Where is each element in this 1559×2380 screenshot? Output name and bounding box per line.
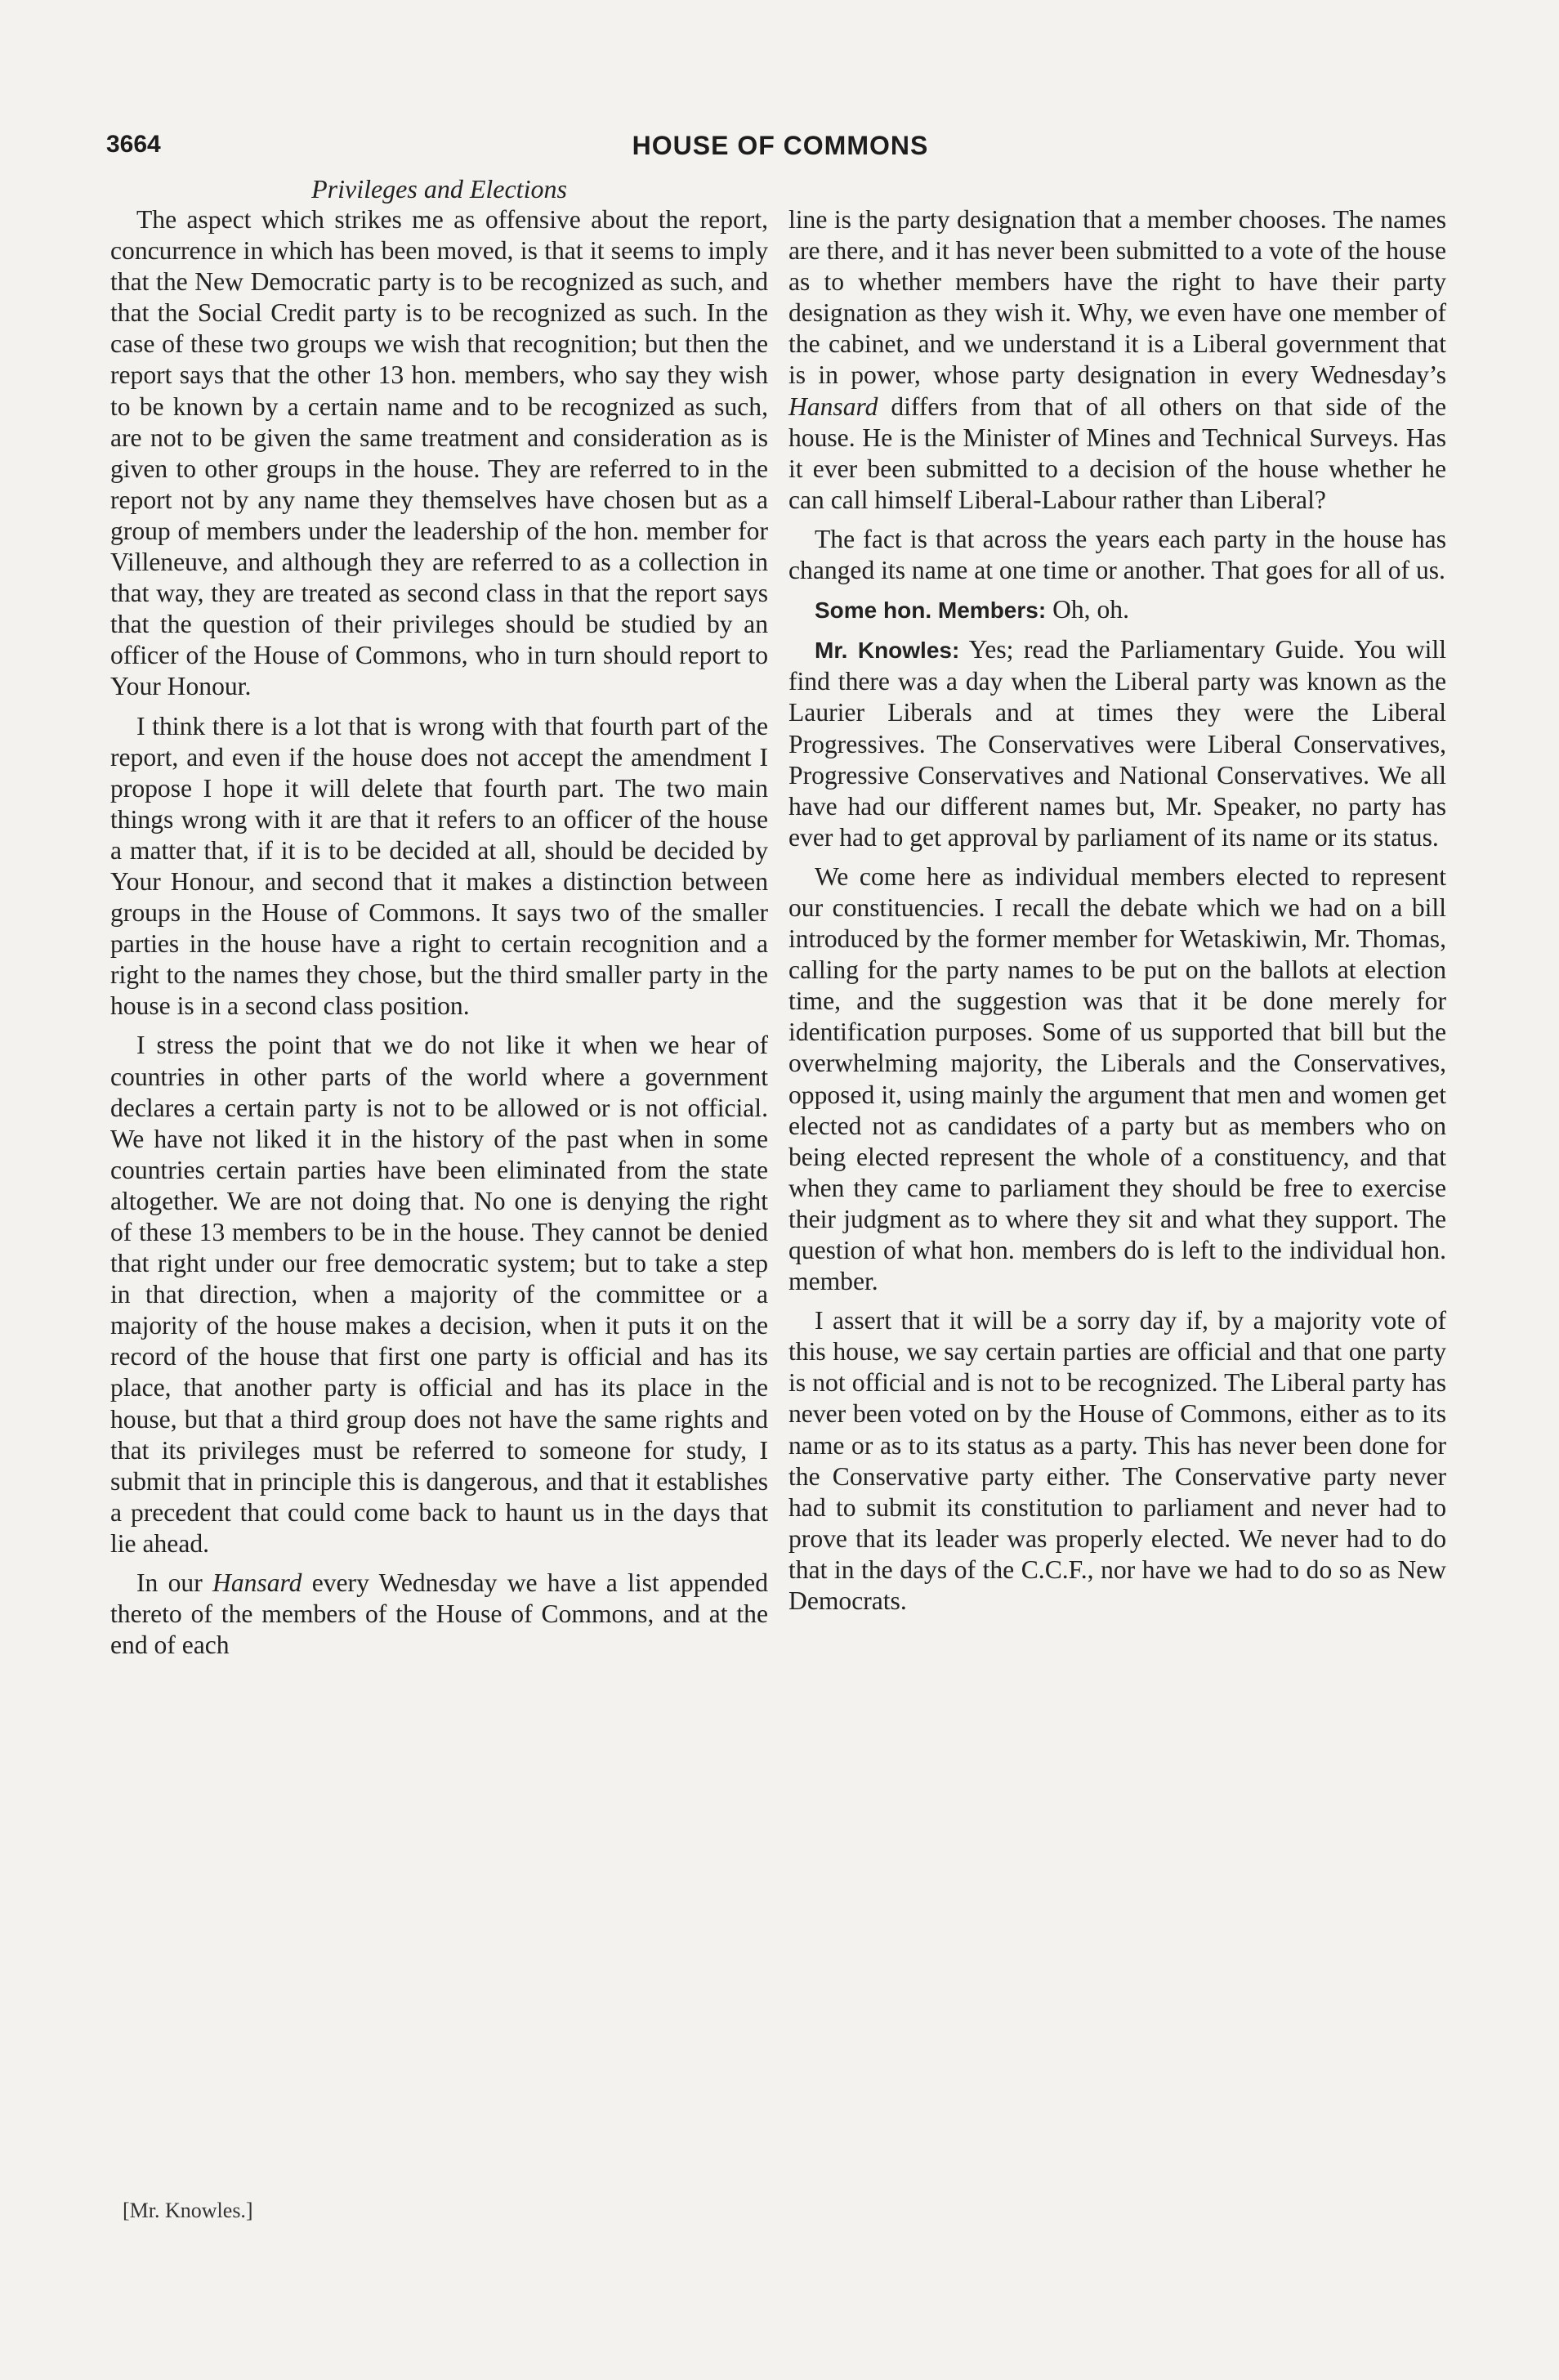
text-run: every Wednesday we have a list appended thereto of the members of the House of Commons, and at the end of each	[110, 1568, 768, 1660]
speech-text: Yes; read the Parliamentary Guide. You will find there was a day when the Liberal party was known as the Laurier Liberals and at times they were the Liberal Progressives. The Conservatives were Liberal Conservatives, Progressive Conservatives and National Conservatives. We all have had our different names but, Mr. Speaker, no party has ever had to get approval by parliament of its name or its status.	[788, 635, 1446, 852]
running-title: HOUSE OF COMMONS	[632, 131, 929, 160]
hansard-italic: Hansard	[788, 391, 878, 421]
paragraph: We come here as individual members elected to represent our constituencies. I recall the debate which we had on a bill introduced by the former member for Wetaskiwin, Mr. Thomas, calling for the party names to be put on the ballots at election time, and the suggestion was that it be done merely for identification purposes. Some of us supported that bill but the overwhelming majority, the Liberals and the Conservatives, opposed it, using mainly the argument that men and women get elected not as candidates of a party but as members who on being elected represent the whole of a constituency, and that when they came to parliament they should be free to exercise their judgment as to where they sit and what they support. The question of what hon. members do is left to the individual hon. member.	[788, 861, 1446, 1296]
text-run: line is the party designation that a member chooses. The names are there, and it has never been submitted to a vote of the house as to whether members have the right to have their party designation as they wish it. Why, we even have one member of the cabinet, and we understand it is a Liberal government that is in power, whose party designation in every Wednesday’s	[788, 205, 1446, 390]
paragraph	[788, 594, 1446, 626]
page-number: 3664	[106, 131, 161, 158]
text-run: In our	[136, 1568, 212, 1598]
paragraph: The aspect which strikes me as offensive about the report, concurrence in which has been moved, is that it seems to imply that the New Democratic party is to be recognized as such, and that the Social Credit party is to be recognized as such. In the case of these two groups we wish that recognition; but then the report says that the other 13 hon. members, who say they wish to be known by a certain name and to be recognized as such, are not to be given the same treatment and consideration as is given to other groups in the house. They are referred to in the report not by any name they themselves have chosen but as a group of members under the leadership of the hon. member for Villeneuve, and although they are referred to as a collection in that way, they are treated as second class in that the report says that the question of their privileges should be studied by an officer of the House of Commons, who in turn should report to Your Honour.	[110, 205, 768, 701]
left-column	[110, 173, 768, 1669]
paragraph: I assert that it will be a sorry day if, by a majority vote of this house, we say certain parties are official and that one party is not official and is not to be recognized. The Liberal party has never been voted on by the House of Commons, either as to its name or as to its status as a party. This has never been done for the Conservative party either. The Conservative party never had to submit its constitution to parliament and never had to prove that its leader was properly elected. We never had to do that in the days of the C.C.F., nor have we had to do so as New Democrats.	[788, 1306, 1446, 1616]
hansard-italic: Hansard	[212, 1568, 302, 1598]
speaker-name: Some hon. Members:	[815, 597, 1047, 624]
page-header	[106, 131, 1454, 172]
paragraph	[788, 634, 1446, 853]
paragraph: The fact is that across the years each party in the house has changed its name at one time or another. That goes for all of us.	[788, 524, 1446, 585]
page-footer: [Mr. Knowles.]	[123, 2199, 253, 2222]
speaker-name: Mr. Knowles:	[815, 638, 960, 664]
right-column	[788, 204, 1446, 1625]
speech-text: Oh, oh.	[1046, 595, 1129, 624]
section-heading: Privileges and Elections	[311, 174, 567, 204]
paragraph	[788, 204, 1446, 516]
paragraph: I think there is a lot that is wrong with that fourth part of the report, and even if the house does not accept the amendment I propose I hope it will delete that fourth part. The two main things wrong with it are that it refers to an officer of the house a matter that, if it is to be decided at all, should be decided by Your Honour, and second that it makes a distinction between groups in the House of Commons. It says two of the smaller parties in the house have a right to certain recognition and a right to the names they chose, but the third smaller party in the house is in a second class position.	[110, 711, 768, 1021]
paragraph: I stress the point that we do not like it when we hear of countries in other parts of the world where a government declares a certain party is not to be allowed or is not official. We have not liked it in the history of the past when in some countries certain parties have been eliminated from the state altogether. We are not doing that. No one is denying the right of these 13 members to be in the house. They cannot be denied that right under our free democratic system; but to take a step in that direction, when a majority of the committee or a majority of the house makes a decision, when it puts it on the record of the house that first one party is official and has its place, that another party is official and has its place in the house, but that a third group does not have the same rights and that its privileges must be referred to someone for study, I submit that in principle this is dangerous, and that it establishes a precedent that could come back to haunt us in the days that lie ahead.	[110, 1031, 768, 1558]
text-run: differs from that of all others on that side of the house. He is the Minister of Mines and Technical Surveys. Has it ever been submitted to a decision of the house whether he can call himself Liberal-Labour rather than Liberal?	[788, 391, 1446, 514]
paragraph	[110, 1568, 768, 1661]
